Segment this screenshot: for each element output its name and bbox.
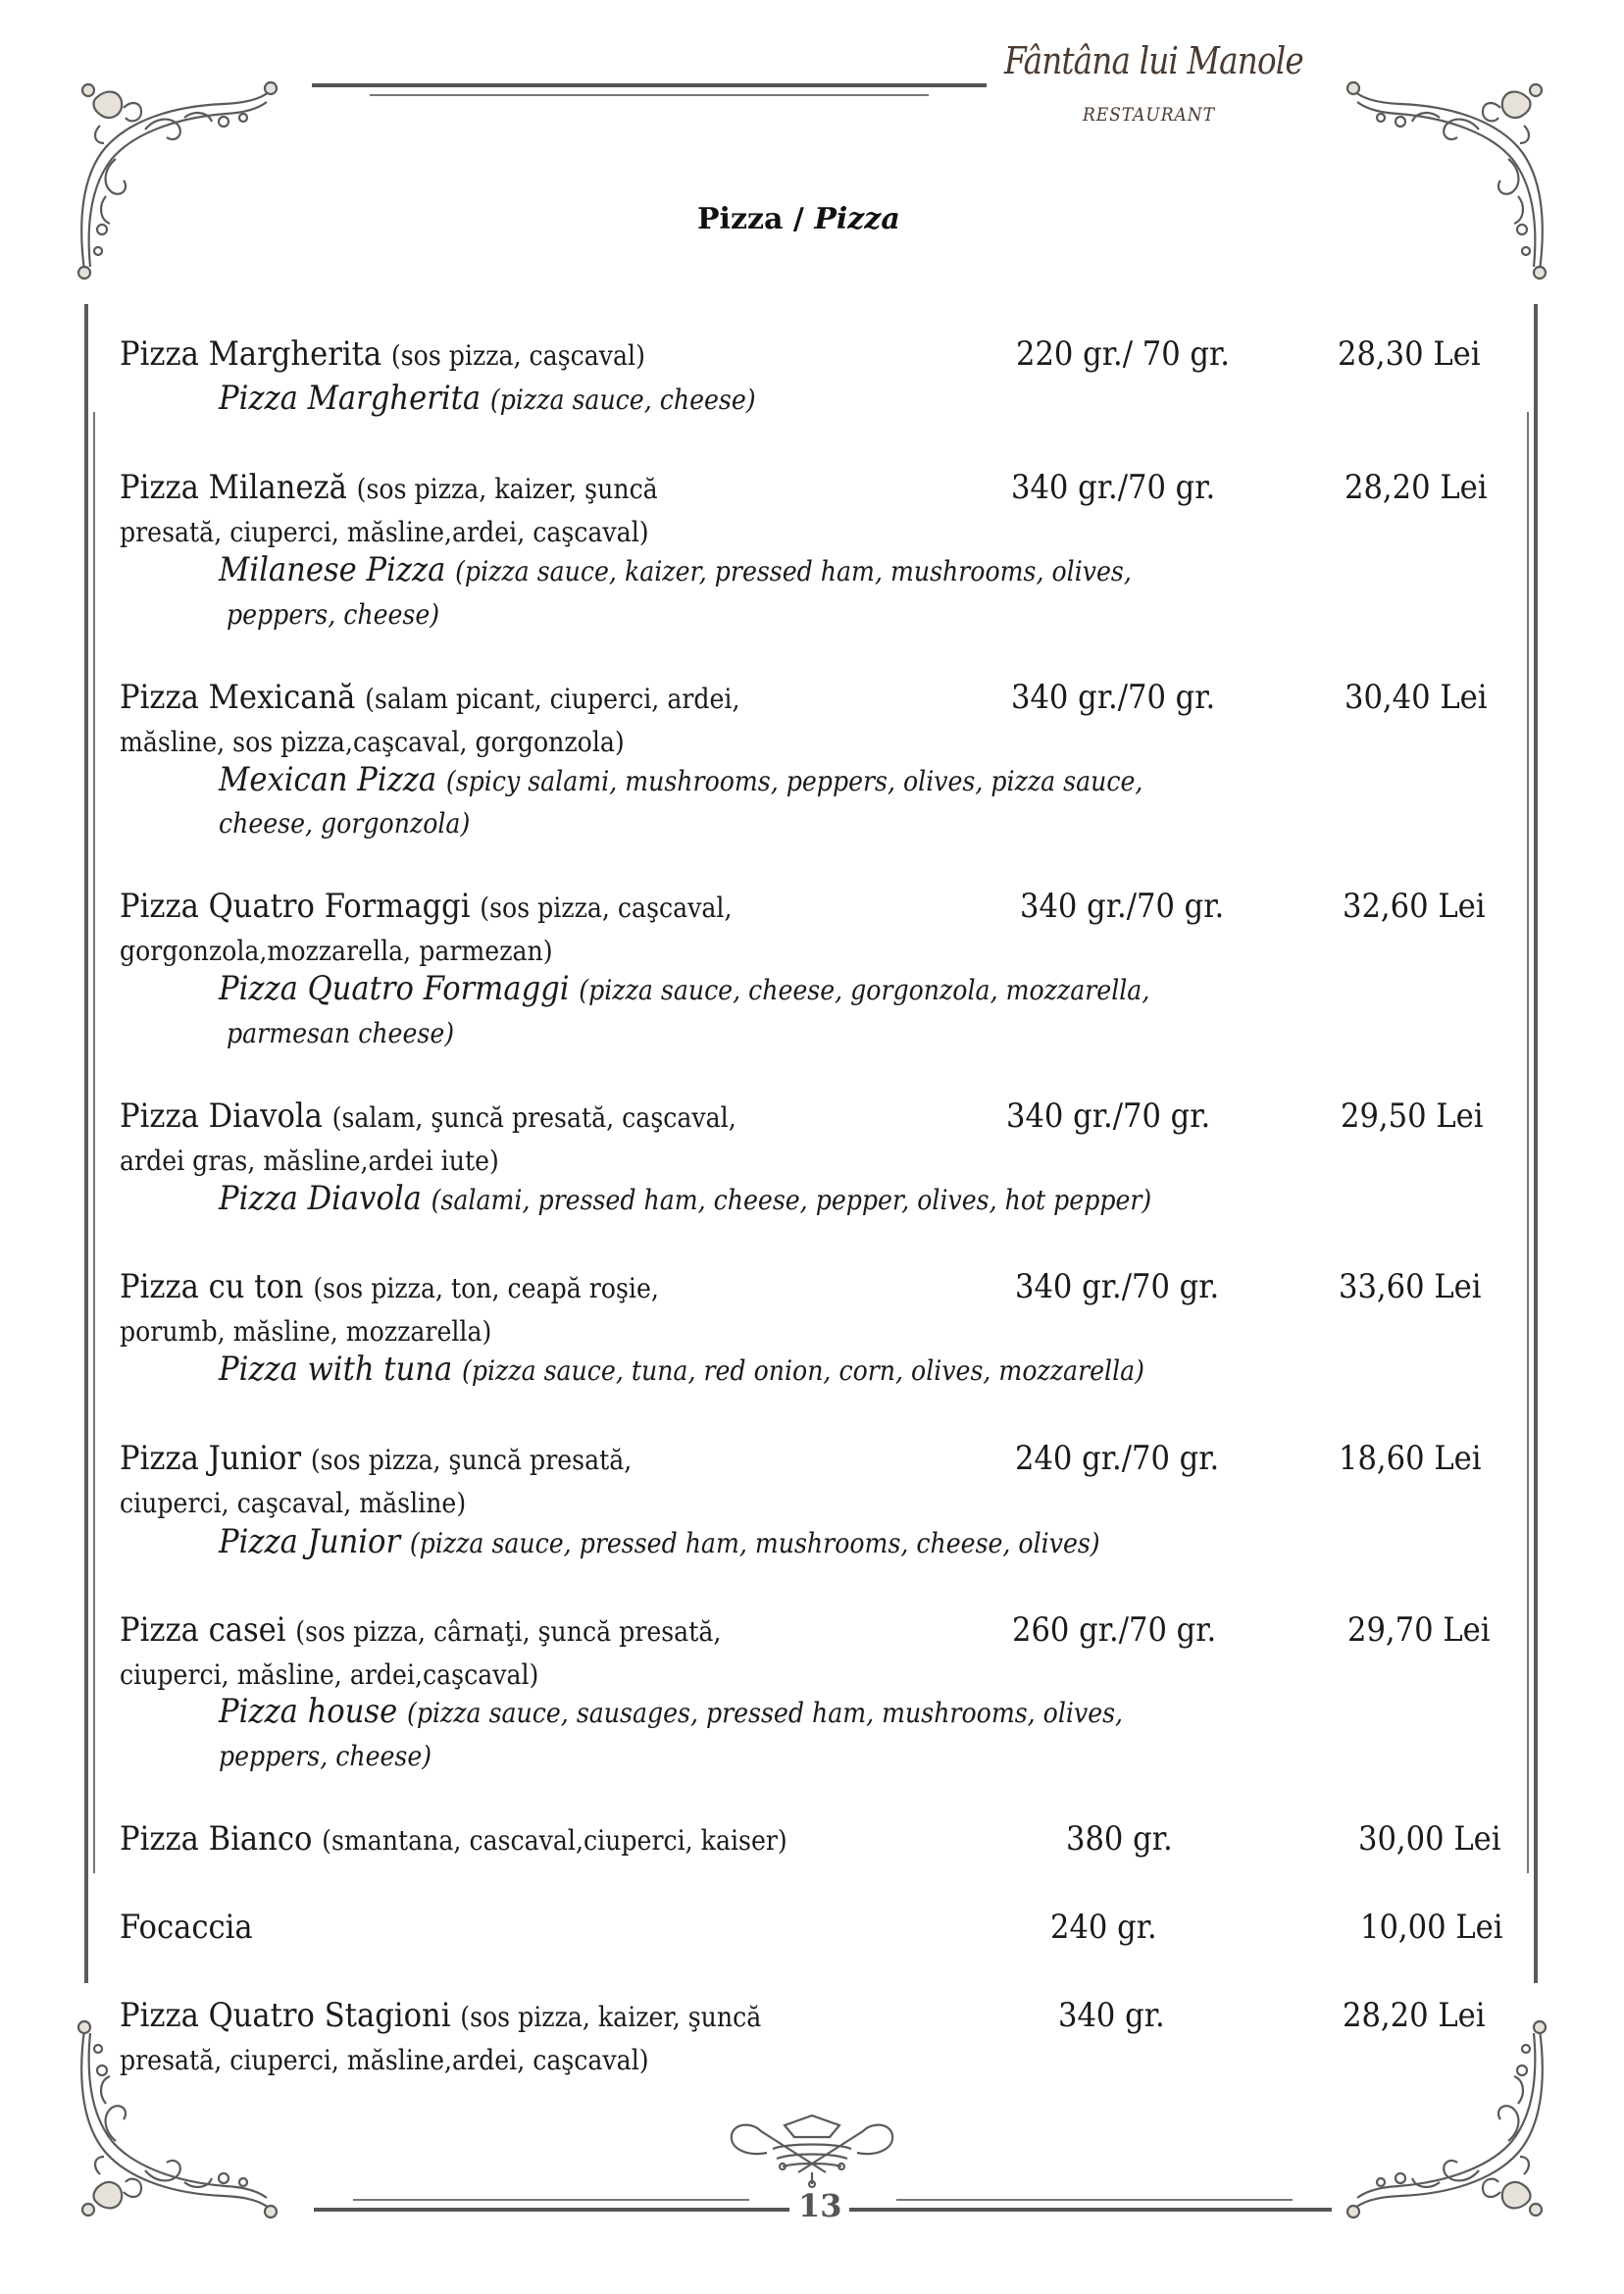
item-ingredients-en-2: peppers, cheese) <box>219 1740 432 1772</box>
item-price: 30,40 Lei <box>1345 678 1488 717</box>
header-rule-thin <box>370 94 929 96</box>
item-ingredients-en-2: peppers, cheese) <box>219 598 440 631</box>
item-ingredients-en: (pizza sauce, cheese, gorgonzola, mozzarella, <box>579 974 1150 1006</box>
page-title-ro: Pizza / <box>697 202 815 236</box>
item-name: Pizza cu ton <box>120 1267 304 1306</box>
item-ingredients-en-cont <box>219 1738 431 1771</box>
corner-ornament-top-right-icon <box>1346 78 1548 280</box>
item-name: Pizza Junior <box>120 1439 302 1478</box>
item-ingredients-ro-2: ciuperci, măsline, ardei,caşcaval) <box>120 1658 539 1691</box>
item-ingredients-ro-2: măsline, sos pizza,caşcaval, gorgonzola) <box>120 726 625 758</box>
item-ingredients-en-2: cheese, gorgonzola) <box>219 807 471 840</box>
item-ingredients-en-cont <box>219 1015 454 1048</box>
item-name-line <box>120 1439 633 1478</box>
item-ingredients-ro-cont <box>120 1143 499 1176</box>
item-name: Pizza Diavola <box>120 1096 323 1136</box>
item-name: Pizza Quatro Stagioni <box>120 1996 451 2035</box>
item-name: Focaccia <box>120 1908 253 1947</box>
item-ingredients-en-2: parmesan cheese) <box>219 1017 455 1049</box>
item-ingredients-ro-2: presată, ciuperci, măsline,ardei, caşcaval) <box>120 516 649 548</box>
item-name-line <box>120 1267 659 1306</box>
item-ingredients-en-cont <box>219 596 439 630</box>
item-price: 10,00 Lei <box>1360 1908 1503 1947</box>
item-weight: 240 gr./70 gr. <box>1015 1439 1220 1478</box>
footer-rule-left-thin <box>353 2199 749 2201</box>
item-price: 18,60 Lei <box>1339 1439 1482 1478</box>
item-ingredients-en: (pizza sauce, kaizer, pressed ham, mushrooms, olives, <box>455 555 1132 587</box>
item-ingredients-ro-2: ardei gras, măsline,ardei iute) <box>120 1145 499 1177</box>
item-english-line <box>219 379 756 418</box>
corner-ornament-bottom-right-icon <box>1346 2020 1548 2221</box>
item-name-line <box>120 1819 787 1859</box>
item-ingredients-ro: (sos pizza, caşcaval, <box>480 892 733 924</box>
item-weight: 240 gr. <box>1050 1908 1157 1947</box>
item-weight: 340 gr./70 gr. <box>1011 678 1216 717</box>
item-price: 28,30 Lei <box>1338 334 1481 374</box>
item-name: Pizza Mexicană <box>120 678 356 717</box>
item-name-line <box>120 1096 736 1136</box>
footer-rule-right-thick <box>849 2208 1332 2212</box>
item-weight: 340 gr./70 gr. <box>1006 1096 1211 1136</box>
item-ingredients-en: (pizza sauce, pressed ham, mushrooms, cheese, olives) <box>409 1527 1100 1559</box>
item-price: 29,50 Lei <box>1341 1096 1484 1136</box>
item-weight: 380 gr. <box>1066 1819 1173 1859</box>
item-name-en: Pizza Junior <box>219 1522 401 1561</box>
page-number: 13 <box>798 2187 842 2224</box>
item-ingredients-en: (salami, pressed ham, cheese, pepper, olives, hot pepper) <box>431 1184 1152 1216</box>
page-title <box>697 202 900 236</box>
item-price: 33,60 Lei <box>1339 1267 1482 1306</box>
item-english-line <box>219 1522 1100 1561</box>
item-name-line <box>120 887 733 926</box>
item-weight: 340 gr./70 gr. <box>1015 1267 1220 1306</box>
item-english-line <box>219 760 1143 799</box>
item-price: 29,70 Lei <box>1347 1610 1491 1650</box>
item-english-line <box>219 550 1132 589</box>
item-ingredients-ro: (smantana, cascaval,ciuperci, kaiser) <box>322 1824 787 1857</box>
restaurant-logo-name: Fântâna lui Manole <box>1004 39 1303 82</box>
item-ingredients-ro-cont <box>120 1657 538 1690</box>
item-ingredients-ro-cont <box>120 1313 491 1347</box>
item-name: Pizza Bianco <box>120 1819 313 1859</box>
item-ingredients-ro-cont <box>120 1485 466 1518</box>
item-ingredients-ro-2: ciuperci, caşcaval, măsline) <box>120 1487 467 1519</box>
item-ingredients-ro-2: porumb, măsline, mozzarella) <box>120 1315 492 1348</box>
corner-ornament-top-left-icon <box>76 78 278 280</box>
item-ingredients-ro-2: presată, ciuperci, măsline,ardei, caşcaval) <box>120 2044 649 2076</box>
item-ingredients-ro: (sos pizza, şuncă presată, <box>310 1444 633 1476</box>
item-ingredients-ro: (sos pizza, kaizer, şuncă <box>356 473 658 505</box>
item-ingredients-ro: (sos pizza, kaizer, şuncă <box>460 2001 762 2033</box>
item-name-en: Milanese Pizza <box>219 550 446 589</box>
item-name-en: Pizza Margherita <box>219 379 482 418</box>
border-right-thin <box>1527 412 1529 1873</box>
item-english-line <box>219 1692 1124 1731</box>
item-name-line <box>120 1908 253 1947</box>
border-right-thick <box>1534 304 1538 1983</box>
border-left-thin <box>93 412 95 1873</box>
page-title-en: Pizza <box>814 202 900 236</box>
item-ingredients-en-cont <box>219 805 470 839</box>
item-name-line <box>120 1610 722 1650</box>
item-ingredients-ro: (salam picant, ciuperci, ardei, <box>365 683 740 715</box>
item-price: 28,20 Lei <box>1343 1996 1486 2035</box>
item-ingredients-ro-cont <box>120 514 649 547</box>
item-ingredients-ro: (sos pizza, ton, ceapă roşie, <box>313 1272 659 1304</box>
item-price: 32,60 Lei <box>1343 887 1486 926</box>
header-rule-thick <box>312 83 987 87</box>
item-name-line <box>120 468 658 507</box>
item-english-line <box>219 969 1150 1008</box>
item-ingredients-en: (spicy salami, mushrooms, peppers, olives, pizza sauce, <box>445 765 1143 797</box>
item-weight: 340 gr. <box>1058 1996 1165 2035</box>
item-name-line <box>120 1996 762 2035</box>
item-ingredients-ro-cont <box>120 2042 649 2075</box>
border-left-thick <box>84 304 88 1983</box>
item-name: Pizza Milaneză <box>120 468 347 507</box>
item-english-line <box>219 1179 1152 1218</box>
item-name-en: Pizza Quatro Formaggi <box>219 969 570 1008</box>
item-name-en: Pizza Diavola <box>219 1179 422 1218</box>
item-weight: 340 gr./70 gr. <box>1011 468 1216 507</box>
footer-rule-left-thick <box>314 2208 789 2212</box>
footer-flourish-icon <box>728 2114 896 2188</box>
restaurant-logo-subtitle: RESTAURANT <box>1083 104 1215 126</box>
item-ingredients-en: (pizza sauce, tuna, red onion, corn, olives, mozzarella) <box>461 1354 1145 1387</box>
item-weight: 340 gr./70 gr. <box>1020 887 1225 926</box>
item-ingredients-ro: (sos pizza, caşcaval) <box>390 339 645 372</box>
item-ingredients-ro-cont <box>120 933 553 966</box>
item-name-line <box>120 678 740 717</box>
item-name: Pizza Quatro Formaggi <box>120 887 471 926</box>
item-name-en: Pizza house <box>219 1692 398 1731</box>
item-ingredients-ro: (sos pizza, cârnaţi, şuncă presată, <box>295 1615 722 1648</box>
item-name: Pizza Margherita <box>120 334 382 374</box>
item-name-line <box>120 334 645 374</box>
item-price: 30,00 Lei <box>1358 1819 1501 1859</box>
item-name: Pizza casei <box>120 1610 286 1650</box>
item-ingredients-ro: (salam, şuncă presată, caşcaval, <box>331 1101 736 1134</box>
item-weight: 260 gr./70 gr. <box>1012 1610 1217 1650</box>
item-name-en: Pizza with tuna <box>219 1350 453 1389</box>
item-ingredients-en: (pizza sauce, sausages, pressed ham, mushrooms, olives, <box>406 1697 1124 1729</box>
item-price: 28,20 Lei <box>1345 468 1488 507</box>
item-ingredients-ro-cont <box>120 724 625 757</box>
footer-rule-right-thin <box>896 2199 1293 2201</box>
item-english-line <box>219 1350 1145 1389</box>
item-name-en: Mexican Pizza <box>219 760 437 799</box>
item-weight: 220 gr./ 70 gr. <box>1016 334 1230 374</box>
item-ingredients-ro-2: gorgonzola,mozzarella, parmezan) <box>120 935 553 967</box>
item-ingredients-en: (pizza sauce, cheese) <box>489 383 756 416</box>
